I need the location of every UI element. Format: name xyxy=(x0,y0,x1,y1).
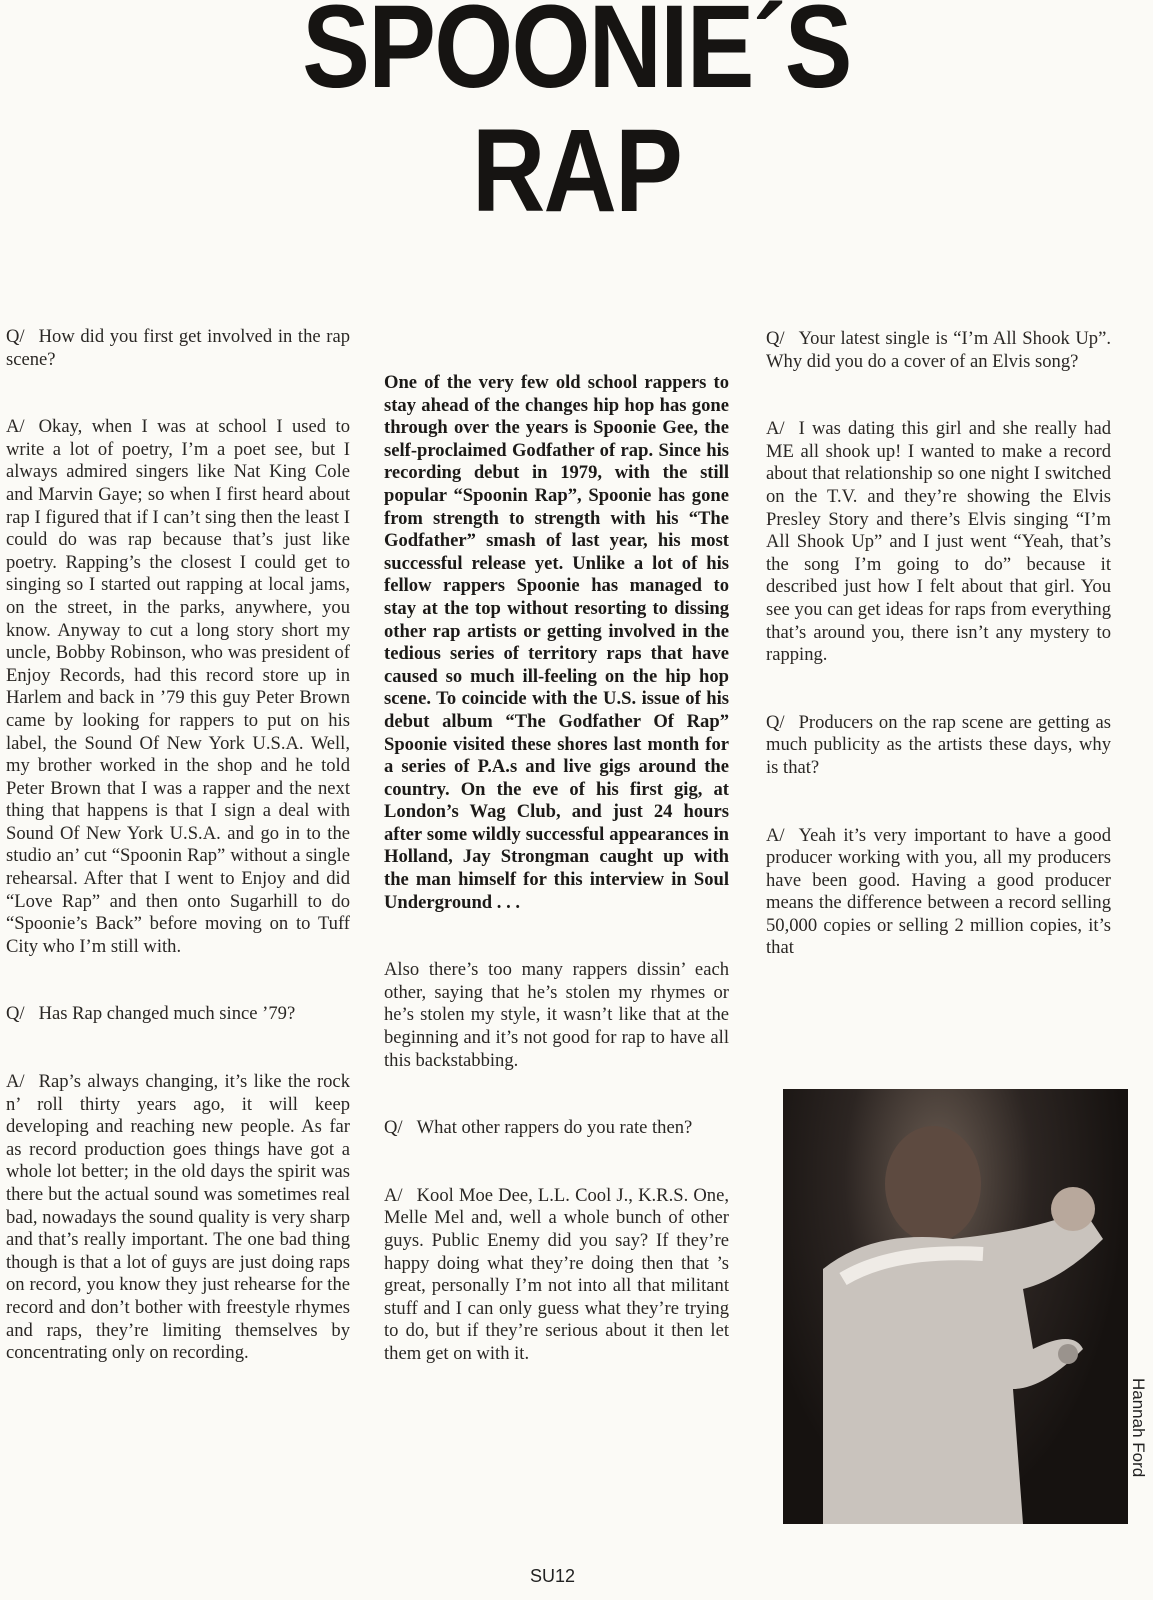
article-intro: One of the very few old school rappers to stay ahead of the changes hip hop has gone through over the years is Spoonie Gee, the self-proclaimed Godfather of rap. Since his recording debut in 1979, with the still popular “Spoonin Rap”, Spoonie has gone from strength to strength with his “The Godfather” smash of last year, his most successful release yet. Unlike a lot of his fellow rappers Spoonie has managed to stay at the top without resorting to dissing other rap artists or getting involved in the tedious series of territory raps that have caused so much ill-feeling on the hip hop scene. To coincide with the U.S. issue of his debut album “The Godfather Of Rap” Spoonie visited these shores last month for a series of P.A.s and live gigs around the country. On the eve of his first gig, at London’s Wag Club, and just 24 hours after some wildly successful appearances in Holland, Jay Strongman caught up with the man himself for this interview in Soul Underground . . . xyxy=(384,372,729,913)
question-label: Q/ xyxy=(6,1003,25,1025)
answer-2 xyxy=(6,1071,350,1365)
answer-4 xyxy=(766,418,1111,667)
answer-label: A/ xyxy=(6,416,25,438)
column-1 xyxy=(6,326,350,1365)
question-label: Q/ xyxy=(384,1117,403,1139)
answer-label: A/ xyxy=(384,1184,403,1206)
answer-label: A/ xyxy=(6,1071,25,1093)
answer-continued: Also there’s too many rappers dissin’ each other, saying that he’s stolen my rhymes or he’s stolen my style, it wasn’t like that at the beginning and it’s not good for rap to have all this backstabbing. xyxy=(384,959,729,1071)
question-text: Has Rap changed much since ’79? xyxy=(38,1003,296,1025)
question-4 xyxy=(766,328,1111,373)
question-text: How did you first get involved in the rap scene? xyxy=(6,326,350,370)
article-title-line-1: SPOONIE´S xyxy=(302,0,851,113)
column-2 xyxy=(384,372,729,1366)
column-3 xyxy=(766,328,1111,960)
answer-text: Kool Moe Dee, L.L. Cool J., K.R.S. One, Melle Mel and, well a whole bunch of other guys. Public Enemy did you say? If they’re happy doing what they’re doing then that ’s great, personally I’m not into all that militant stuff and I can only guess what they’re trying to do, but if they’re serious about it then let them get on with it. xyxy=(384,1184,729,1364)
answer-text: Okay, when I was at school I used to write a lot of poetry, I’m a poet see, but I always admired singers like Nat King Cole and Marvin Gaye; so when I first heard about rap I figured that if I can’t sing then the least I could do was rap because that’s just like poetry. Rapping’s the closest I could get to singing so I started out rapping at local jams, on the street, in the parks, anywhere, you know. Anyway to cut a long story short my uncle, Bobby Robinson, who was president of Enjoy Records, had this record store up in Harlem and back in ’79 this guy Peter Brown came by looking for rappers to put on his label, the Sound Of New York U.S.A. Well, my brother worked in the shop and he told Peter Brown that I was a rapper and the next thing that happens is that I sign a deal with Sound Of New York U.S.A. and go in to the studio an’ cut “Spoonin Rap” without a single rehearsal. After that I went to Enjoy and did “Love Rap” and then onto Sugarhill to do “Spoonie’s Back” before moving on to Tuff City who I’m still with. xyxy=(6,416,350,957)
answer-text: Rap’s always changing, it’s like the rock n’ roll thirty years ago, it will keep developing and reaching new people. As far as record production goes things have got a whole lot better; in the old days the spirit was there but the actual sound was sometimes real bad, nowadays the sound quality is very sharp and that’s really important. The one bad thing though is that a lot of guys are just doing raps on record, you know they just rehearse for the record and don’t bother with freestyle rhymes and raps, they’re limiting themselves by concentrating only on recording. xyxy=(6,1071,350,1364)
question-text: Producers on the rap scene are getting as much publicity as the artists these days, why is that? xyxy=(766,711,1111,778)
answer-5 xyxy=(766,825,1111,961)
question-1 xyxy=(6,326,350,371)
question-label: Q/ xyxy=(766,328,785,349)
question-3 xyxy=(384,1117,729,1140)
artist-photo xyxy=(783,1089,1128,1524)
answer-label: A/ xyxy=(766,418,785,440)
answer-label: A/ xyxy=(766,824,785,846)
question-label: Q/ xyxy=(766,711,785,733)
article-title-line-2: RAP xyxy=(471,105,682,237)
question-2 xyxy=(6,1003,350,1026)
question-text: What other rappers do you rate then? xyxy=(416,1117,693,1139)
answer-text: I was dating this girl and she really had ME all shook up! I wanted to make a record about that relationship so one night I switched on the T.V. and they’re showing the Elvis Presley Story and there’s Elvis singing “I’m All Shook Up” and I just went “Yeah, that’s the song I’m going to do” because it described just how I felt about that girl. You see you can get ideas for raps from everything that’s around you, there isn’t any mystery to rapping. xyxy=(766,418,1111,666)
question-5 xyxy=(766,712,1111,780)
question-label: Q/ xyxy=(6,326,25,347)
answer-text: Yeah it’s very important to have a good producer working with you, all my producers have been good. Having a good producer means the difference between a record selling 50,000 copies or selling 2 million copies, it’s that xyxy=(766,824,1111,959)
question-text: Your latest single is “I’m All Shook Up”. Why did you do a cover of an Elvis song? xyxy=(766,328,1111,372)
answer-1 xyxy=(6,416,350,958)
photo-credit: Hannah Ford xyxy=(1129,1378,1148,1478)
page-number: SU12 xyxy=(530,1566,576,1586)
answer-3 xyxy=(384,1185,729,1366)
performer-silhouette-icon xyxy=(783,1089,1128,1524)
